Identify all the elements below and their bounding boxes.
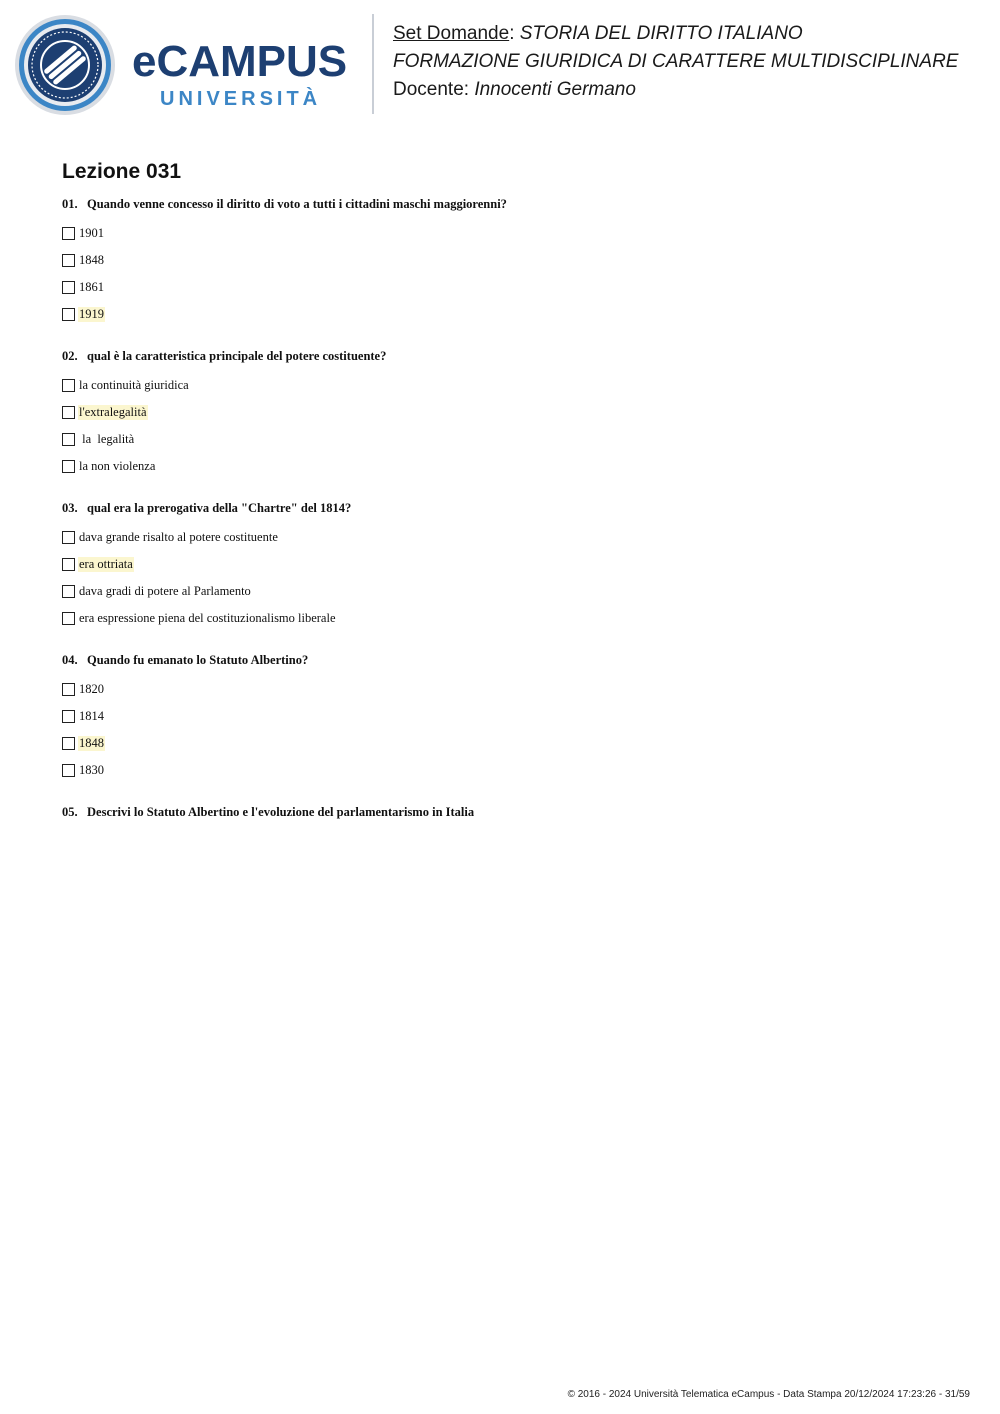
answer-option[interactable] (62, 676, 942, 703)
question-text (62, 804, 942, 820)
question-number: 01. (62, 197, 78, 211)
lesson-title: Lezione 031 (62, 160, 182, 183)
answer-option[interactable] (62, 220, 942, 247)
question-label: Quando venne concesso il diritto di voto a tutti i cittadini maschi maggiorenni? (87, 197, 507, 211)
answer-label: 1848 (79, 253, 104, 267)
question (62, 348, 942, 480)
question (62, 500, 942, 632)
answer-label: 1820 (79, 682, 104, 696)
question (62, 196, 942, 328)
answer-option[interactable] (62, 274, 942, 301)
universita-wordmark: UNIVERSITÀ (160, 88, 322, 110)
answer-checkbox[interactable] (62, 308, 75, 321)
question-number: 04. (62, 653, 78, 667)
teacher-line (393, 76, 958, 104)
answer-label: 1901 (79, 226, 104, 240)
answer-option[interactable] (62, 730, 942, 757)
page-footer: © 2016 - 2024 Università Telematica eCampus - Data Stampa 20/12/2024 17:23:26 - 31/59 (567, 1389, 970, 1400)
answer-checkbox[interactable] (62, 764, 75, 777)
answer-label-highlighted: 1848 (79, 736, 104, 750)
answer-option[interactable] (62, 605, 942, 632)
question-label: qual è la caratteristica principale del potere costituente? (87, 349, 387, 363)
ecampus-wordmark: eCAMPUS (132, 37, 348, 86)
course-line: FORMAZIONE GIURIDICA DI CARATTERE MULTIDISCIPLINARE (393, 51, 959, 72)
set-label: Set Domande (393, 23, 510, 44)
answer-checkbox[interactable] (62, 281, 75, 294)
question-number: 02. (62, 349, 78, 363)
answer-label: la continuità giuridica (79, 378, 189, 392)
answer-checkbox[interactable] (62, 433, 75, 446)
answer-checkbox[interactable] (62, 227, 75, 240)
answer-label: 1861 (79, 280, 104, 294)
answer-label: la legalità (79, 432, 135, 446)
answer-label: dava gradi di potere al Parlamento (79, 584, 251, 598)
answer-option[interactable] (62, 578, 942, 605)
question (62, 652, 942, 784)
ecampus-seal-logo (14, 14, 116, 116)
answer-label: era espressione piena del costituzionalismo liberale (79, 611, 336, 625)
answer-checkbox[interactable] (62, 585, 75, 598)
teacher-name: Innocenti Germano (474, 79, 636, 100)
answer-checkbox[interactable] (62, 710, 75, 723)
question-label: Descrivi lo Statuto Albertino e l'evoluzione del parlamentarismo in Italia (87, 805, 475, 819)
answer-checkbox[interactable] (62, 737, 75, 750)
question-number: 03. (62, 501, 78, 515)
answer-checkbox[interactable] (62, 379, 75, 392)
answer-checkbox[interactable] (62, 254, 75, 267)
answer-option[interactable] (62, 247, 942, 274)
question-number: 05. (62, 805, 78, 819)
answer-label: 1814 (79, 709, 104, 723)
question-text (62, 348, 942, 364)
answer-option[interactable] (62, 524, 942, 551)
answer-label: la non violenza (79, 459, 156, 473)
answer-option[interactable] (62, 453, 942, 480)
answer-option[interactable] (62, 301, 942, 328)
answer-label: 1830 (79, 763, 104, 777)
answer-option[interactable] (62, 757, 942, 784)
header-divider (372, 14, 374, 114)
answer-option[interactable] (62, 426, 942, 453)
answer-label-highlighted: l'extralegalità (79, 405, 147, 419)
question-label: Quando fu emanato lo Statuto Albertino? (87, 653, 309, 667)
set-title: STORIA DEL DIRITTO ITALIANO (519, 23, 803, 44)
answer-option[interactable] (62, 551, 942, 578)
answer-checkbox[interactable] (62, 406, 75, 419)
answer-checkbox[interactable] (62, 460, 75, 473)
answer-label: dava grande risalto al potere costituente (79, 530, 278, 544)
question-text (62, 196, 942, 212)
page-header (0, 0, 1000, 130)
answer-option[interactable] (62, 703, 942, 730)
answer-label-highlighted: 1919 (79, 307, 104, 321)
answer-option[interactable] (62, 372, 942, 399)
set-title-line: Set Domande: STORIA DEL DIRITTO ITALIANO (393, 23, 803, 44)
answer-checkbox[interactable] (62, 558, 75, 571)
answer-checkbox[interactable] (62, 531, 75, 544)
question-text (62, 652, 942, 668)
set-info (393, 20, 958, 104)
answer-checkbox[interactable] (62, 612, 75, 625)
question-label: qual era la prerogativa della "Chartre" del 1814? (87, 501, 352, 515)
answer-option[interactable] (62, 399, 942, 426)
answer-label-highlighted: era ottriata (79, 557, 133, 571)
question (62, 804, 942, 820)
question-text (62, 500, 942, 516)
teacher-label: Docente: (393, 79, 470, 100)
answer-checkbox[interactable] (62, 683, 75, 696)
question-list (62, 196, 942, 828)
